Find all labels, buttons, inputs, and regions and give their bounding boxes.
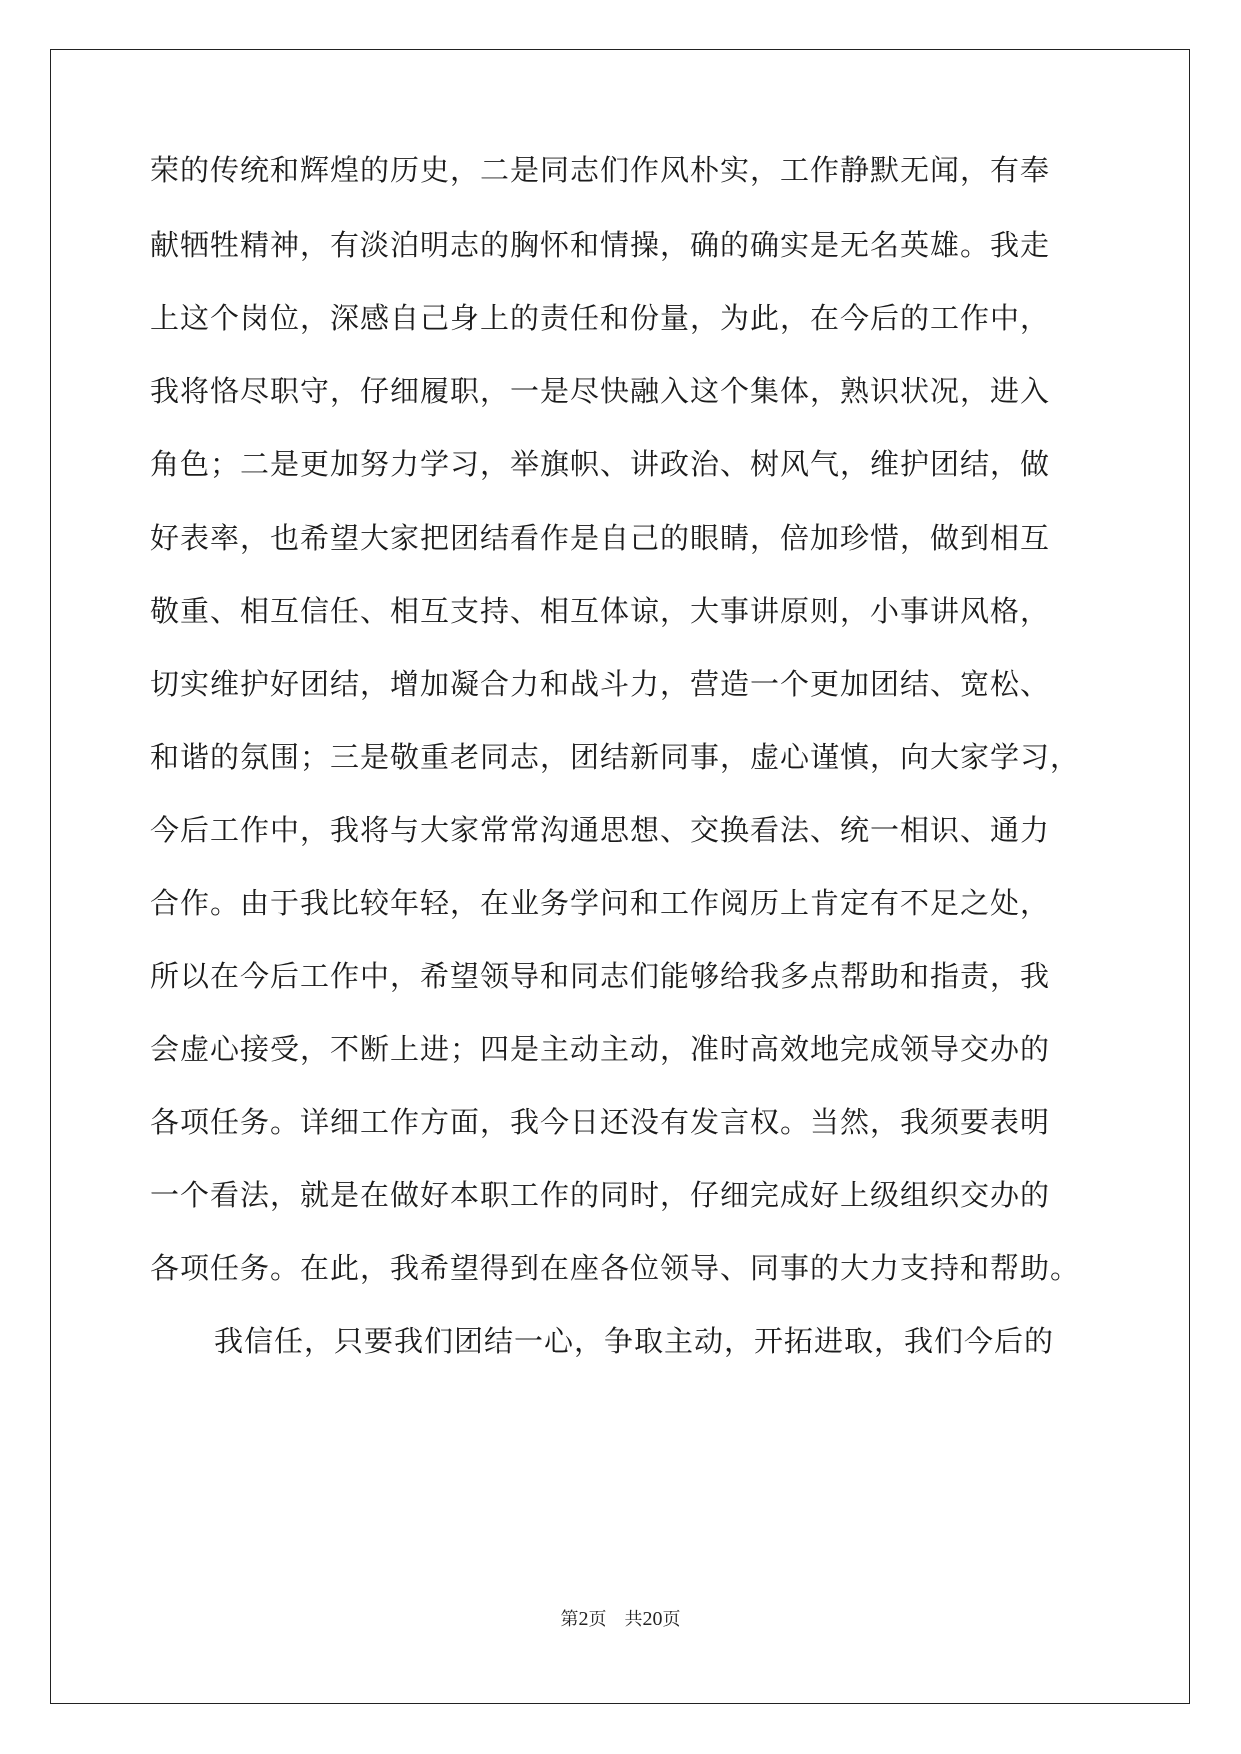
text-line: 和谐的氛围；三是敬重老同志，团结新同事，虚心谨慎，向大家学习，: [150, 740, 1081, 774]
page-number: 2: [578, 1608, 589, 1630]
text-line: 角色；二是更加努力学习，举旗帜、讲政治、树风气，维护团结，做: [150, 447, 1051, 481]
text-line: 各项任务。详细工作方面，我今日还没有发言权。当然，我须要表明: [150, 1105, 1051, 1139]
text-line: 各项任务。在此，我希望得到在座各位领导、同事的大力支持和帮助。: [150, 1251, 1081, 1285]
text-line: 所以在今后工作中，希望领导和同志们能够给我多点帮助和指责，我: [150, 959, 1051, 993]
page-suffix: 页: [588, 1609, 607, 1630]
text-line: 荣的传统和辉煌的历史，二是同志们作风朴实，工作静默无闻，有奉: [150, 153, 1051, 187]
text-line: 切实维护好团结，增加凝合力和战斗力，营造一个更加团结、宽松、: [150, 667, 1051, 701]
paragraph-first-line: 我信任，只要我们团结一心，争取主动，开拓进取，我们今后的: [214, 1324, 1055, 1358]
page-prefix: 第: [560, 1609, 579, 1630]
text-line: 会虚心接受，不断上进；四是主动主动，准时高效地完成领导交办的: [150, 1032, 1051, 1066]
text-line: 敬重、相互信任、相互支持、相互体谅，大事讲原则，小事讲风格，: [150, 594, 1051, 628]
total-prefix: 共: [624, 1609, 643, 1630]
text-line: 献牺牲精神，有淡泊明志的胸怀和情操，确的确实是无名英雄。我走: [150, 228, 1051, 262]
text-line: 我将恪尽职守，仔细履职，一是尽快融入这个集体，熟识状况，进入: [150, 374, 1051, 408]
page-footer: [0, 1607, 1241, 1632]
text-line: 合作。由于我比较年轻，在业务学问和工作阅历上肯定有不足之处，: [150, 886, 1051, 920]
text-line: 上这个岗位，深感自己身上的责任和份量，为此，在今后的工作中，: [150, 301, 1051, 335]
text-line: 一个看法，就是在做好本职工作的同时，仔细完成好上级组织交办的: [150, 1178, 1051, 1212]
text-line: 好表率，也希望大家把团结看作是自己的眼睛，倍加珍惜，做到相互: [150, 521, 1051, 555]
total-suffix: 页: [662, 1609, 681, 1630]
total-pages: 20: [642, 1608, 663, 1630]
text-line: 今后工作中，我将与大家常常沟通思想、交换看法、统一相识、通力: [150, 813, 1051, 847]
